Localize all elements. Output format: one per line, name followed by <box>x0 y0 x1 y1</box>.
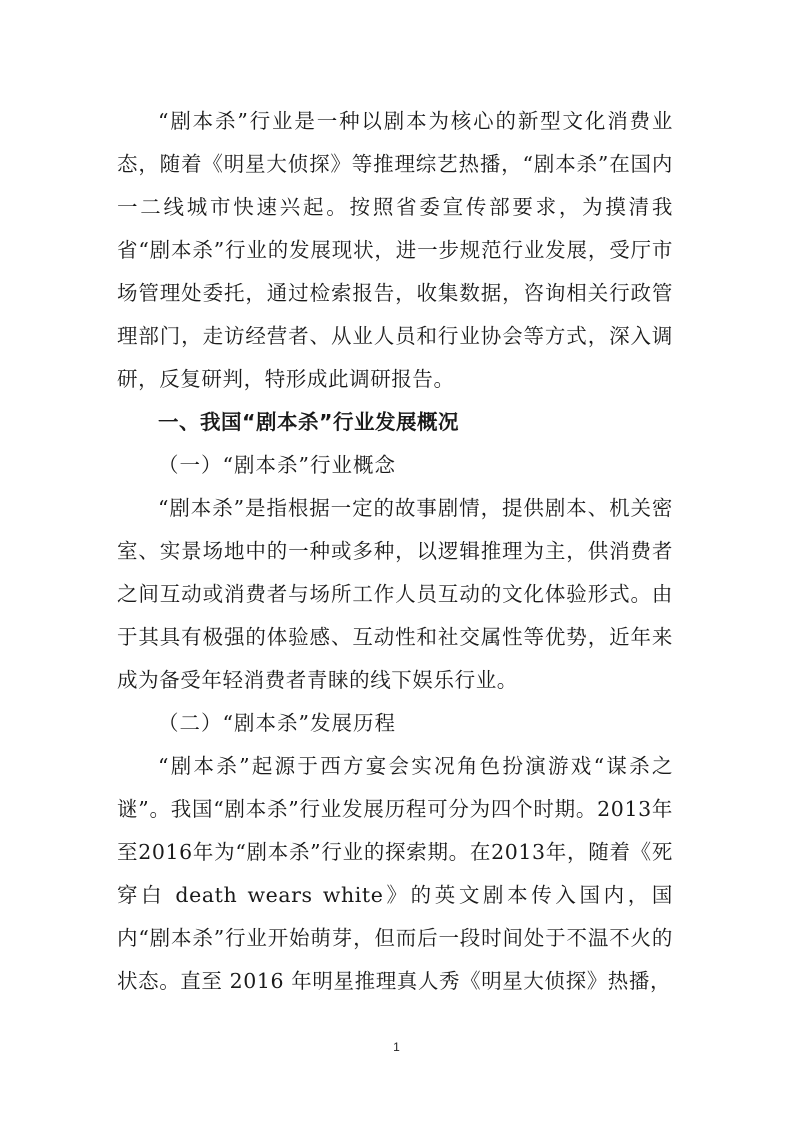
page-number: 1 <box>393 1040 400 1054</box>
intro-paragraph: “剧本杀”行业是一种以剧本为核心的新型文化消费业态，随着《明星大侦探》等推理综艺热播，“剧本杀”在国内一二线城市快速兴起。按照省委宣传部要求，为摸清我省“剧本杀”行业的发展现状，进一步规范行业发展，受厅市场管理处委托，通过检索报告，收集数据，咨询相关行政管理部门，走访经营者、从业人员和行业协会等方式，深入调研，反复研判，特形成此调研报告。 <box>117 109 673 391</box>
document-page <box>117 100 673 1003</box>
section-heading-1: 一、我国“剧本杀”行业发展概况 <box>158 410 459 434</box>
history-paragraph: “剧本杀”起源于西方宴会实况角色扮演游戏“谋杀之谜”。我国“剧本杀”行业发展历程可分为四个时期。2013年至2016年为“剧本杀”行业的探索期。在2013年，随着《死穿白 death wears white》的英文剧本传入国内，国内“剧本杀”行业开始萌芽，但而后一段时间处于不温不火的状态。直至 2016 年明星推理真人秀《明星大侦探》热播， <box>117 754 673 993</box>
subsection-heading-1: （一）“剧本杀”行业概念 <box>158 453 396 477</box>
subsection-heading-2: （二）“剧本杀”发展历程 <box>158 711 396 735</box>
concept-paragraph: “剧本杀”是指根据一定的故事剧情，提供剧本、机关密室、实景场地中的一种或多种，以逻辑推理为主，供消费者之间互动或消费者与场所工作人员互动的文化体验形式。由于其具有极强的体验感、互动性和社交属性等优势，近年来成为备受年轻消费者青睐的线下娱乐行业。 <box>117 496 673 692</box>
